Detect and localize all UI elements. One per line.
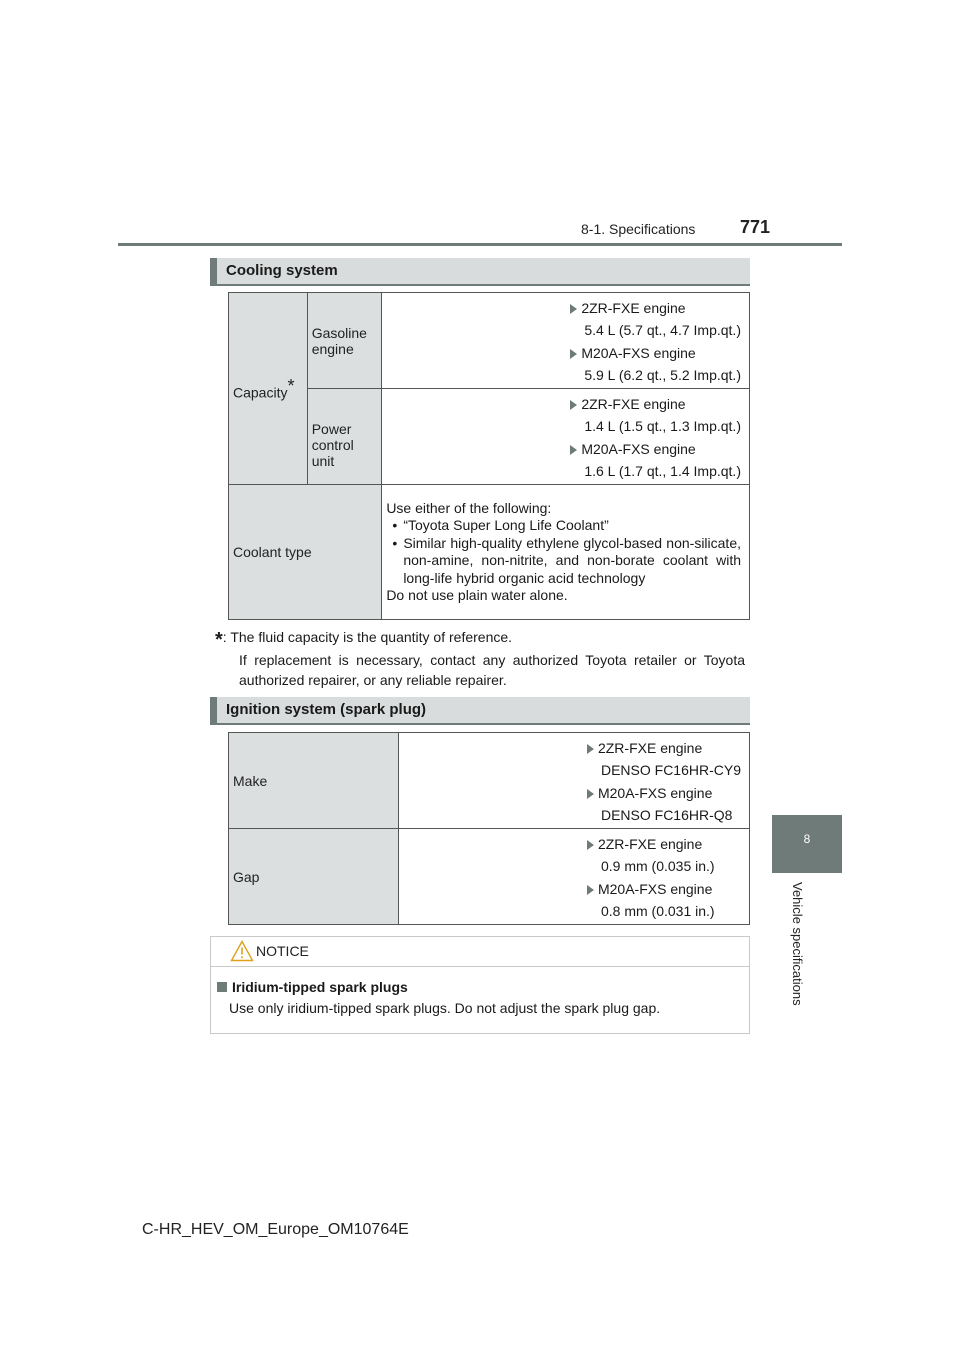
table-row: [229, 733, 750, 829]
triangle-arrow-icon: [587, 744, 594, 754]
list-item: 0.8 mm (0.031 in.): [600, 903, 715, 919]
table-row: [229, 485, 750, 620]
list-item: 2ZR-FXE engine: [587, 737, 741, 760]
coolant-type-label-cell: [229, 485, 382, 620]
capacity-footnote: [215, 627, 745, 690]
ignition-section-title: Ignition system (spark plug): [226, 701, 427, 718]
triangle-arrow-icon: [587, 789, 594, 799]
gasoline-engine-label-cell: [307, 293, 382, 389]
cooling-spec-table: [228, 292, 750, 620]
list-item: 2ZR-FXE engine: [570, 393, 741, 416]
list-item: 1.6 L (1.7 qt., 1.4 Imp.qt.): [584, 463, 741, 479]
notice-subtitle: Iridium-tipped spark plugs: [217, 979, 408, 995]
capacity-label-cell: [229, 293, 308, 485]
notice-header: [211, 937, 749, 967]
triangle-arrow-icon: [570, 400, 577, 410]
notice-box: [210, 936, 750, 1034]
gasoline-capacity-cell: [382, 293, 750, 389]
list-item: M20A-FXS engine: [570, 438, 741, 461]
page-number: 771: [740, 217, 771, 237]
gap-label: Gap: [233, 868, 260, 885]
coolant-type-label: Coolant type: [233, 544, 312, 560]
make-value-cell: [398, 733, 749, 829]
cooling-section-heading: [210, 258, 750, 286]
triangle-arrow-icon: [570, 349, 577, 359]
footnote-marker: *: [215, 629, 223, 651]
list-item: 5.9 L (6.2 qt., 5.2 Imp.qt.): [584, 367, 741, 383]
chapter-title: Vehicle specifications: [790, 882, 805, 1006]
list-item: 5.4 L (5.7 qt., 4.7 Imp.qt.): [584, 322, 741, 338]
triangle-arrow-icon: [570, 445, 577, 455]
cooling-section-title: Cooling system: [226, 262, 338, 279]
table-row: [229, 389, 750, 485]
pcu-capacity-cell: [382, 389, 750, 485]
capacity-footnote-marker: *: [287, 376, 295, 397]
list-item: M20A-FXS engine: [570, 342, 741, 365]
ignition-section-heading: [210, 697, 750, 725]
list-item: 0.9 mm (0.035 in.): [600, 858, 715, 874]
triangle-arrow-icon: [570, 304, 577, 314]
list-item: DENSO FC16HR-Q8: [600, 807, 733, 823]
power-control-unit-label-cell: [307, 389, 382, 485]
table-row: [229, 829, 750, 925]
gasoline-engine-label: Gasoline engine: [311, 325, 367, 357]
coolant-outro: Do not use plain water alone.: [386, 587, 568, 603]
triangle-arrow-icon: [587, 885, 594, 895]
gap-label-cell: [229, 829, 399, 925]
table-row: [229, 293, 750, 389]
triangle-arrow-icon: [587, 840, 594, 850]
gap-value-cell: [398, 829, 749, 925]
document-code: C-HR_HEV_OM_Europe_OM10764E: [142, 1221, 409, 1238]
footnote-body: If replacement is necessary, contact any authorized Toyota retailer or Toyota authorized repairer, or any reliable repairer.: [239, 652, 745, 688]
list-item: M20A-FXS engine: [587, 878, 741, 901]
make-label-cell: [229, 733, 399, 829]
ignition-spec-table: [228, 732, 750, 925]
power-control-unit-label: Power control unit: [311, 421, 354, 469]
list-item: M20A-FXS engine: [587, 782, 741, 805]
header-divider: [118, 243, 842, 246]
capacity-label: Capacity: [233, 384, 288, 401]
list-item: 2ZR-FXE engine: [587, 833, 741, 856]
coolant-bullet: • Similar high-quality ethylene glycol-based non-silicate, non-amine, non-nitrite, and non-borate coolant with long-life hybrid organic acid technology: [386, 535, 741, 588]
coolant-intro: Use either of the following:: [386, 499, 552, 516]
notice-text: Use only iridium-tipped spark plugs. Do not adjust the spark plug gap.: [229, 1000, 661, 1016]
notice-title: NOTICE: [256, 943, 309, 959]
section-title: 8-1. Specifications: [581, 221, 696, 237]
coolant-bullet: • “Toyota Super Long Life Coolant”: [386, 517, 741, 535]
footnote-lead: : The fluid capacity is the quantity of reference.: [222, 629, 513, 645]
make-label: Make: [233, 772, 268, 789]
chapter-tab: [772, 815, 842, 873]
chapter-number: 8: [803, 832, 811, 846]
list-item: 1.4 L (1.5 qt., 1.3 Imp.qt.): [584, 418, 741, 434]
list-item: DENSO FC16HR-CY9: [600, 762, 741, 778]
square-bullet-icon: [217, 982, 227, 992]
warning-triangle-icon: [230, 940, 254, 962]
coolant-type-cell: [382, 485, 750, 620]
list-item: 2ZR-FXE engine: [570, 297, 741, 320]
